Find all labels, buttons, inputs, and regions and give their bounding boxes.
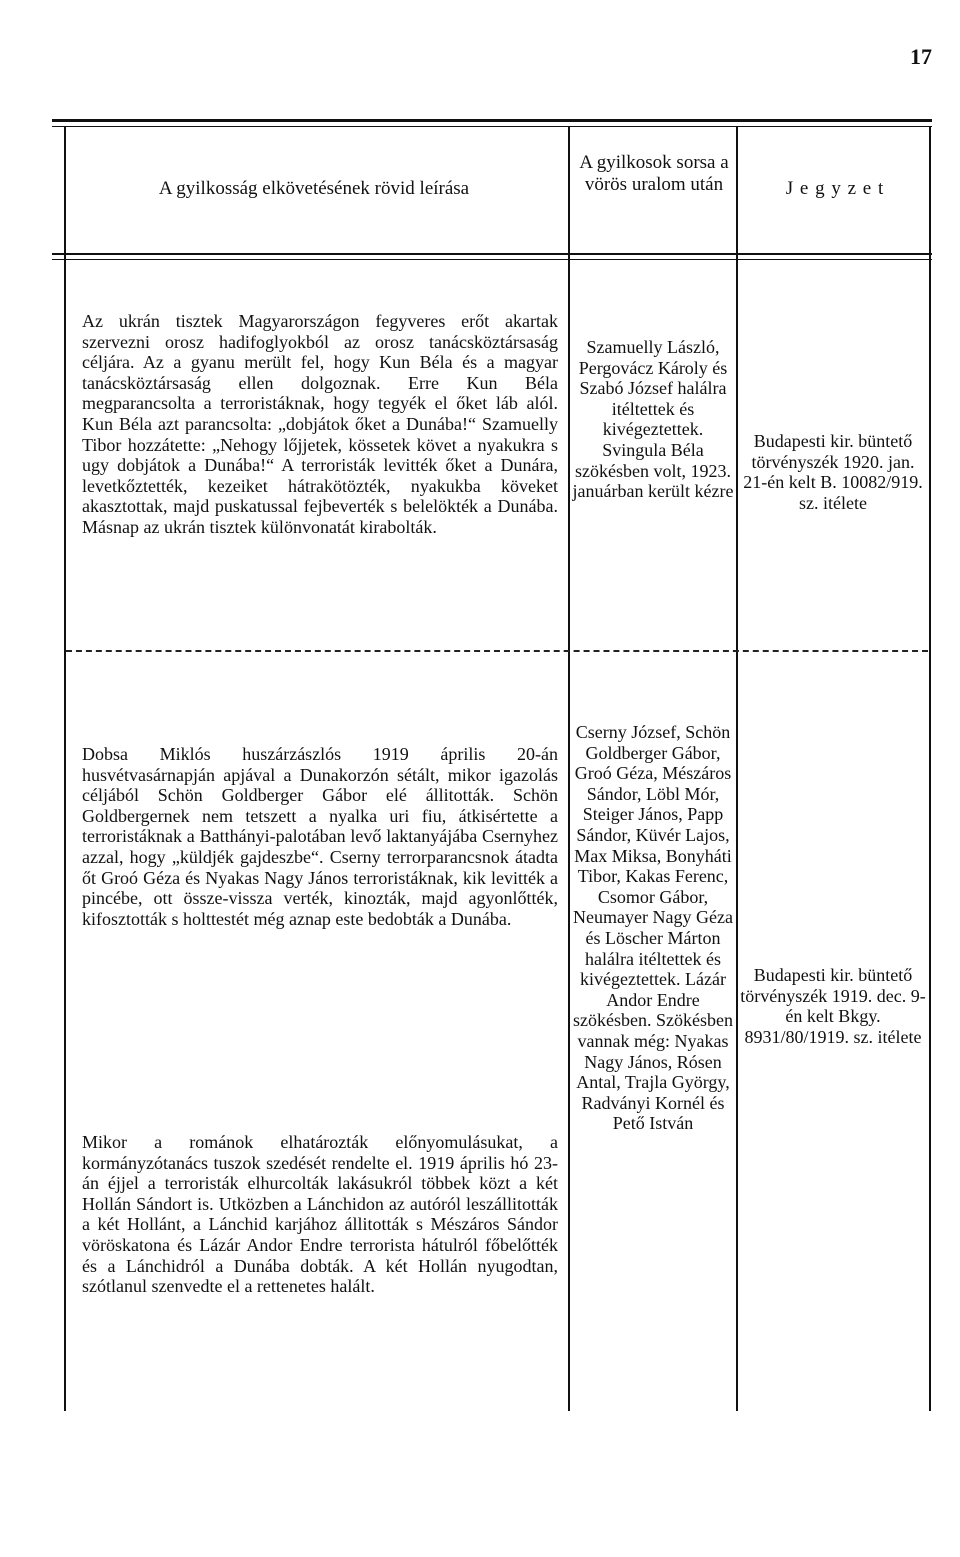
column-divider-2 [736, 126, 738, 1411]
header-rule-thin [52, 259, 932, 260]
top-rule-thin [52, 126, 932, 127]
page-number: 17 [910, 44, 932, 69]
row1-note: Budapesti kir. büntető törvényszék 1920. jan. 21-én kelt B. 10082/919. sz. itélete [743, 431, 923, 513]
header-rule [52, 253, 932, 255]
row2-note: Budapesti kir. büntető törvényszék 1919. dec. 9-én kelt Bkgy. 8931/80/1919. sz. itélete [740, 965, 926, 1047]
column-divider-1 [568, 126, 570, 1411]
row2-fate: Cserny József, Schön Goldberger Gábor, Groó Géza, Mészáros Sándor, Löbl Mór, Steiger János, Papp Sándor, Küvér Lajos, Max Miksa, Bonyháti Tibor, Kakas Ferenc, Csomor Gábor, Neumayer Nagy Géza és Löscher Márton halálra itéltettek és kivégeztettek. Lázár Andor Endre szökésben. Szökésben vannak még: Nyakas Nagy János, Rósen Antal, Trajla György, Radványi Kornél és Pető István [573, 722, 733, 1134]
top-rule [52, 119, 932, 122]
header-description: A gyilkosság elkövetésének rövid leírása [158, 178, 470, 199]
header-note: J e g y z e t [785, 178, 885, 199]
row-separator [66, 650, 928, 652]
row1-fate: Szamuelly László, Pergovácz Károly és Szabó József halálra itéltettek és kivégeztettek. Svingula Béla szökésben volt, 1923. januárban került kézre [572, 337, 734, 502]
column-divider-right [929, 126, 931, 1411]
row1-description: Az ukrán tisztek Magyarországon fegyveres erőt akartak szervezni orosz hadifoglyokból az orosz tanácsköztársaság céljára. Az a gyanu merült fel, hogy Kun Béla és a magyar tanácsköztársaság ellen dolgoznak. Erre Kun Béla megparancsolta a terroristáknak, hogy tegyék el őket láb alól. Kun Béla azt parancsolta: „dobjátok őket a Dunába!“ Szamuelly Tibor hozzátette: „Nehogy lőjjetek, kössetek követ a nyakukra s ugy dobjátok a Dunába!“ A terroristák levitték őket a Dunára, levetkőztették, kezeiket hátrakötözték, nyakukba köveket akasztottak, majd puskatussal fejbeverték s belelökték a Dunába. Másnap az ukrán tisztek különvonatát kirabolták. [82, 311, 558, 537]
row2-description: Dobsa Miklós huszárzászlós 1919 április 20-án husvétvasárnapján apjával a Dunakorzón sétált, mikor igazolás céljából Schön Goldberger Gábor elé állitották. Schön Goldbergernek nem tetszett a nyalka uri fiu, átkisértette a terroristáknak a Batthányi-palotában levő laktanyájába Csernyhez azzal, hogy „küldjék gajdeszbe“. Cserny terrorparancsnok átadta őt Groó Géza és Nyakas Nagy János terroristáknak, kik levitték a pincébe, ott össze-vissza verték, kinozták, majd agyonlőtték, kifosztották s holttestét még aznap este bedobták a Dunába. [82, 744, 558, 929]
row2-description-second: Mikor a románok elhatározták előnyomulásukat, a kormányzótanács tuszok szedését rendelte el. 1919 április hó 23-án éjjel a terroristák elhurcolták lakásukról többek közt a két Hollán Sándort is. Utközben a Lánchidon az autóról leszállitották a két Hollánt, a Lánchid karjához állitották s Mészáros Sándor vöröskatona és Lázár Andor Endre terrorista hátulról főbelőtték és a Lánchidról a Dunába dobták. A két Hollán nyugodtan, szótlanul szenvedte el a rettenetes halált. [82, 1132, 558, 1297]
column-divider-left [64, 126, 66, 1411]
header-fate: A gyilkosok sorsa a vörös uralom után [579, 152, 729, 195]
